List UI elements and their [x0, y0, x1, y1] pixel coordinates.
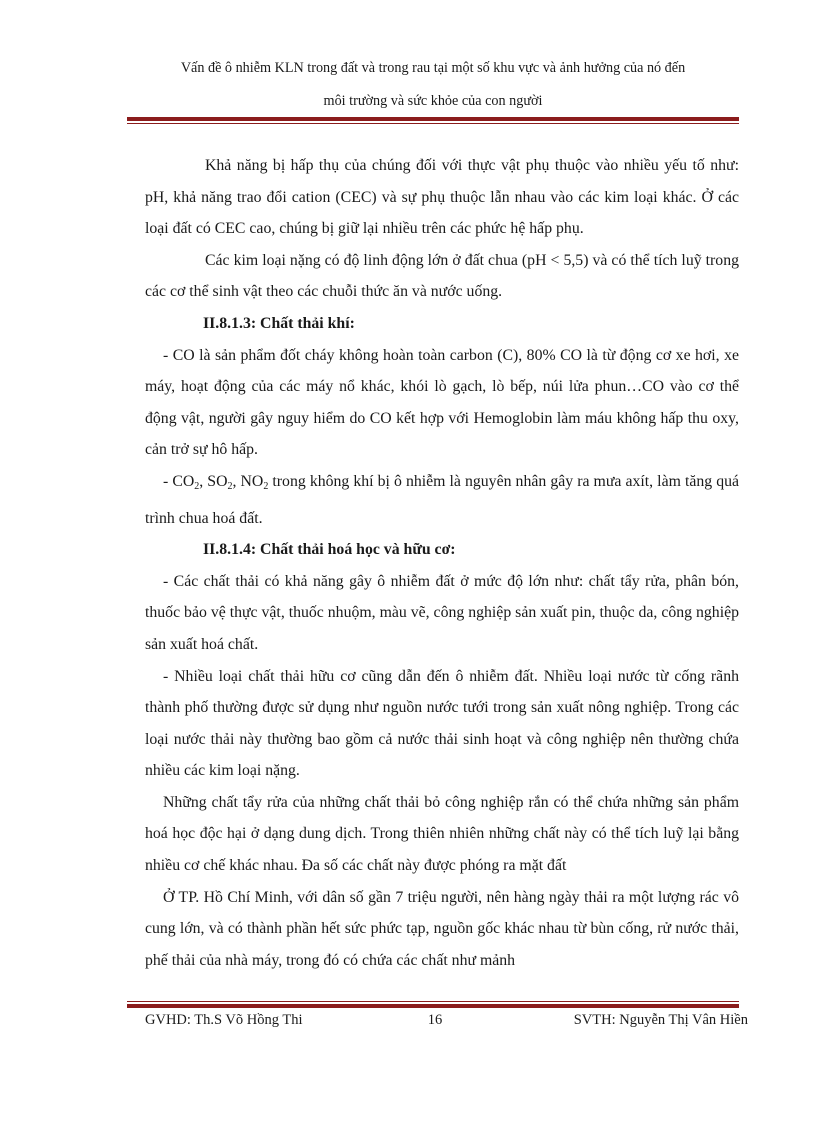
paragraph: Ở TP. Hồ Chí Minh, với dân số gần 7 triệu người, nên hàng ngày thải ra một lượng rác vô cung lớn, và có thành phần hết sức phức tạp, nguồn gốc khác nhau từ bùn cống, rử nước thải, phế thải của nhà máy, trong đó có chứa các chất như mảnh [145, 888, 739, 969]
paragraph: - Các chất thải có khả năng gây ô nhiễm đất ở mức độ lớn như: chất tẩy rửa, phân bón, thuốc bảo vệ thực vật, thuốc nhuộm, màu vẽ, công nghiệp sản xuất pin, thuộc da, công nghiệp sản xuất hoá chất. [145, 572, 739, 653]
footer-rule [127, 1004, 739, 1008]
page-number: 16 [427, 1012, 443, 1028]
header-rule [127, 117, 739, 121]
paragraph: - $CO_2$, $SO_2$, $NO_2$ trong không khí bị ô nhiễm là nguyên nhân gây ra mưa axít, làm tăng quá trình chua hoá đất. [145, 472, 740, 527]
paragraph: Các kim loại nặng có độ linh động lớn ở đất chua (pH < 5,5) và có thể tích luỹ trong các cơ thể sinh vật theo các chuỗi thức ăn và nước uống. [145, 251, 739, 301]
header-rule-thin [127, 123, 739, 124]
paragraph: - Nhiều loại chất thải hữu cơ cũng dẫn đến ô nhiễm đất. Nhiều loại nước từ cống rãnh thành phố thường được sử dụng như nguồn nước tưới trong sản xuất nông nghiệp. Trong các loại nước thải này thường bao gồm cả nước thải sinh hoạt và công nghiệp nên thường chứa nhiều các kim loại nặng. [145, 667, 739, 780]
running-header [127, 52, 739, 118]
section-heading: II.8.1.4: Chất thải hoá học và hữu cơ: [203, 541, 456, 559]
paragraph: Khả năng bị hấp thụ của chúng đối với thực vật phụ thuộc vào nhiều yếu tố như: pH, khả năng trao đổi cation (CEC) và sự phụ thuộc lẫn nhau vào các kim loại khác. Ở các loại đất có CEC cao, chúng bị giữ lại nhiều trên các phức hệ hấp phụ. [145, 157, 739, 238]
header-line-1: Vấn đề ô nhiễm KLN trong đất và trong rau tại một số khu vực và ảnh hưởng của nó đến [180, 60, 686, 76]
footer-advisor: GVHD: Th.S Võ Hồng Thi [145, 1012, 303, 1028]
section-heading: II.8.1.3: Chất thải khí: [203, 314, 355, 332]
footer-rule-thin [127, 1001, 739, 1002]
paragraph: - CO là sản phẩm đốt cháy không hoàn toàn carbon (C), 80% CO là từ động cơ xe hơi, xe máy, hoạt động của các máy nổ khác, khói lò gạch, lò bếp, núi lửa phun…CO vào cơ thể động vật, người gây nguy hiểm do CO kết hợp với Hemoglobin làm máu không hấp thu oxy, cản trở sự hô hấp. [145, 346, 739, 459]
footer-student: SVTH: Nguyễn Thị Vân Hiền [573, 1012, 748, 1028]
page-body [145, 150, 739, 976]
paragraph: Những chất tẩy rửa của những chất thải bỏ công nghiệp rắn có thể chứa những sản phẩm hoá học độc hại ở dạng dung dịch. Trong thiên nhiên những chất này có thể tích luỹ lại bằng nhiều cơ chế khác nhau. Đa số các chất này được phóng ra mặt đất [145, 793, 739, 875]
header-line-2: môi trường và sức khỏe của con người [323, 93, 543, 109]
